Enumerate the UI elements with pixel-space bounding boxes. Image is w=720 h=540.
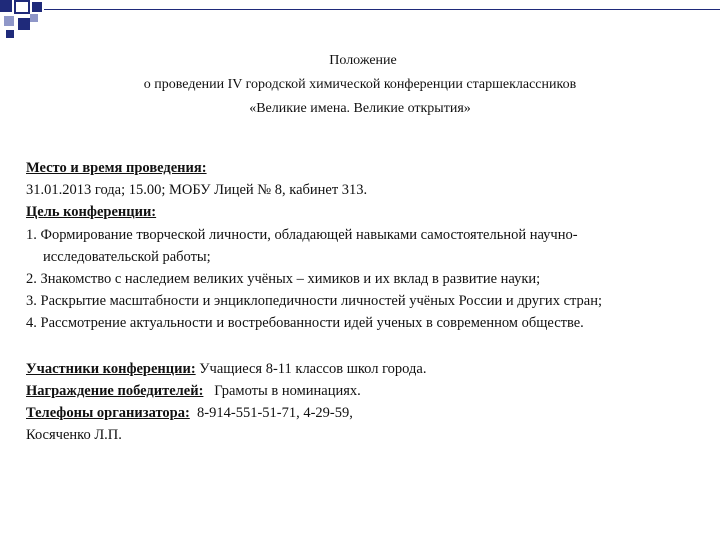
organizer-name: Косяченко Л.П. [26,427,122,444]
decor-square [0,0,12,12]
conference-name: «Великие имена. Великие открытия» [249,101,471,116]
decor-square [14,0,30,14]
place-time-label: Место и время проведения: [26,160,207,176]
document-subtitle: о проведении IV городской химической конференции старшеклассников [143,77,577,92]
document-header [0,49,720,121]
goal-item: 4. Рассмотрение актуальности и востребованности идей ученых в современном обществе. [26,315,584,332]
awards-label: Награждение победителей: [26,382,204,399]
goal-item: 1. Формирование творческой личности, обладающей навыками самостоятельной научно- [26,226,578,243]
awards-value: Грамоты в номинациях. [203,382,361,399]
participants-value: Учащиеся 8-11 классов школ города. [195,360,427,377]
phones-value: 8-914-551-51-71, 4-29-59, [189,405,353,422]
divider-line [44,9,720,10]
place-time-value: 31.01.2013 года; 15.00; МОБУ Лицей № 8, кабинет 313. [26,182,368,199]
decor-square [6,30,14,38]
participants-label: Участники конференции: [26,360,196,377]
decor-square [18,18,30,30]
participants-row [26,358,706,380]
goals-heading [26,201,706,223]
phones-label: Телефоны организатора: [26,405,190,422]
document-title: Положение [329,53,397,68]
decor-square [30,14,38,22]
goal-item: 3. Раскрытие масштабности и энциклопедичности личностей учёных России и других стран; [26,293,602,310]
goal-item: исследовательской работы; [43,248,211,265]
goals-label: Цель конференции: [26,204,157,221]
document-body [26,157,706,446]
decor-square [4,16,14,26]
awards-row [26,380,706,402]
decor-square [32,2,42,12]
place-time-heading [26,157,706,179]
phones-row [26,402,706,424]
goal-item: 2. Знакомство с наследием великих учёных – химиков и их вклад в развитие науки; [26,271,541,288]
